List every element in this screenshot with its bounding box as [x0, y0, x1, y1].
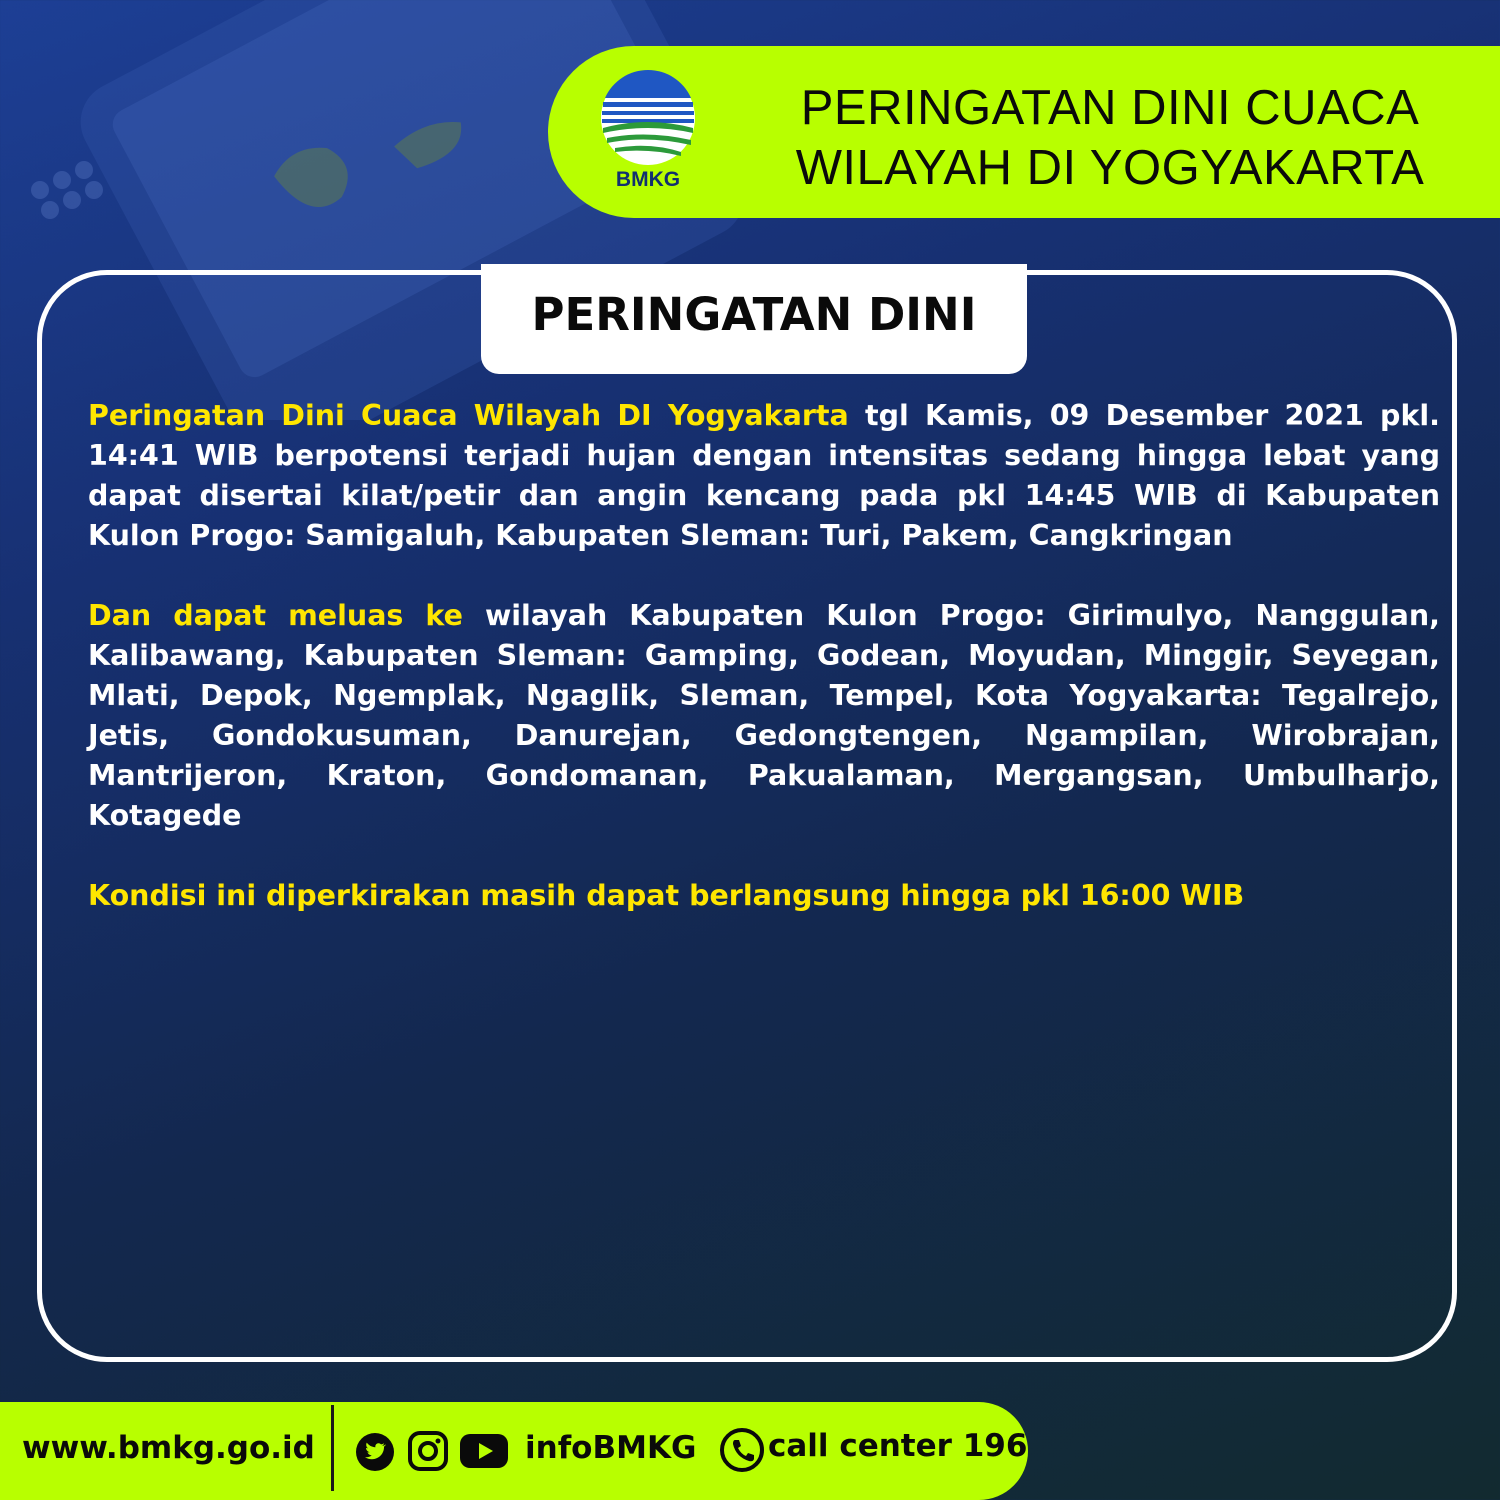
- instagram-icon[interactable]: [407, 1430, 449, 1472]
- paragraph-2: [88, 596, 1440, 836]
- p1-highlight: Peringatan Dini Cuaca Wilayah DI Yogyakarta: [88, 399, 849, 432]
- paragraph-3: [88, 876, 1440, 916]
- website-link[interactable]: www.bmkg.go.id: [22, 1430, 315, 1466]
- p1-text: tgl Kamis, 09 Desember 2021 pkl. 14:41 WIB berpotensi terjadi hujan dengan intensitas sedang hingga lebat yang dapat disertai kilat/petir dan angin kencang pada pkl 14:45 WIB di Kabupaten Kulon Progo: Samigaluh, Kabupaten Sleman: Turi, Pakem, Cangkringan: [88, 399, 1440, 552]
- title-line-1: PERINGATAN DINI CUACA: [800, 81, 1420, 135]
- title-line-2: WILAYAH DI YOGYAKARTA: [795, 141, 1425, 195]
- page-title: [760, 78, 1460, 198]
- p2-highlight: Dan dapat meluas ke: [88, 599, 463, 632]
- phone-icon: [720, 1428, 764, 1472]
- social-handle[interactable]: infoBMKG: [525, 1430, 697, 1466]
- paragraph-1: [88, 396, 1440, 556]
- call-center[interactable]: call center 196: [768, 1428, 1028, 1464]
- warning-content: [88, 396, 1440, 956]
- footer-divider: [331, 1405, 334, 1491]
- twitter-icon[interactable]: [355, 1432, 395, 1472]
- logo-text: BMKG: [615, 168, 681, 191]
- card-title: PERINGATAN DINI: [531, 288, 977, 341]
- p3-highlight: Kondisi ini diperkirakan masih dapat berlangsung hingga pkl 16:00 WIB: [88, 879, 1245, 912]
- youtube-icon[interactable]: [460, 1434, 508, 1468]
- p2-text: wilayah Kabupaten Kulon Progo: Girimulyo, Nanggulan, Kalibawang, Kabupaten Sleman: Gamping, Godean, Moyudan, Minggir, Seyegan, Mlati, Depok, Ngemplak, Ngaglik, Sleman, Tempel, Kota Yogyakarta: Tegalrejo, Jetis, Gondokusuman, Danurejan, Gedongtengen, Ngampilan, Wirobrajan, Mantrijeron, Kraton, Gondomanan, Pakualaman, Mergangsan, Umbulharjo, Kotagede: [88, 599, 1440, 832]
